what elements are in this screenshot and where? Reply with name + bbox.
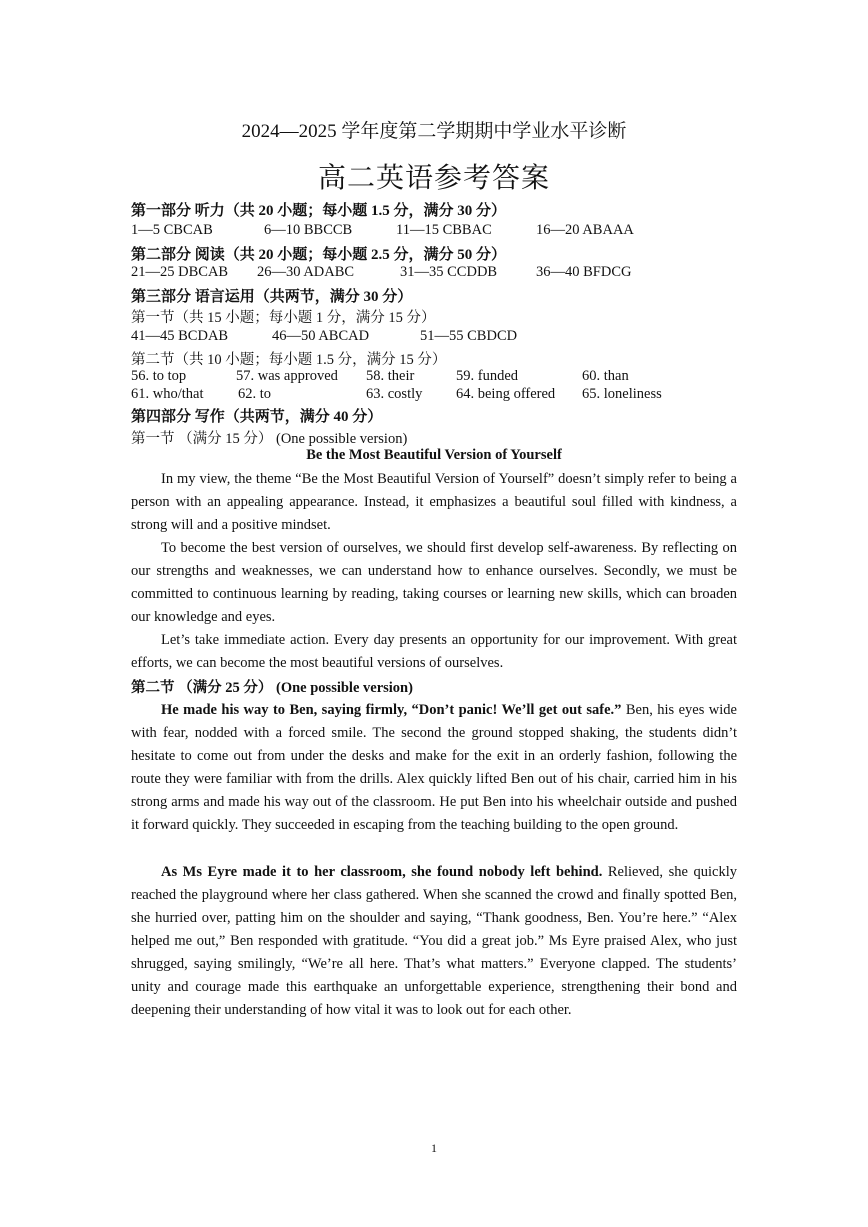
page-number: 1	[431, 1141, 437, 1155]
part3-answer-2: 46—50 ABCAD	[272, 328, 370, 344]
story-paragraph-2	[131, 861, 737, 1022]
part3-section1-heading: 第一节（共 15 小题；每小题 1 分，满分 15 分）	[131, 310, 436, 326]
part3-section2-heading: 第二节（共 10 小题；每小题 1.5 分，满分 15 分）	[131, 352, 447, 368]
essay-paragraph-2: To become the best version of ourselves, we should first develop self-awareness. By reflecting on our strengths and weaknesses, we can understand how to enhance ourselves. Secondly, we must be committed to continuous learning by reading, taking courses or learning new skills, which can broaden our knowledge and eyes.	[131, 540, 737, 625]
page-title: 高二英语参考答案	[317, 163, 550, 194]
fill-answer-59: 59. funded	[456, 368, 519, 384]
story-paragraph-1	[131, 699, 737, 837]
story-lead-sentence-2: As Ms Eyre made it to her classroom, she found nobody left behind.	[161, 864, 603, 880]
part3-answer-3: 51—55 CBDCD	[420, 328, 518, 344]
fill-answer-61: 61. who/that	[131, 386, 204, 402]
essay-paragraph-3: Let’s take immediate action. Every day presents an opportunity for our improvement. With great efforts, we can become the most beautiful versions of ourselves.	[131, 632, 737, 671]
part2-answer-1: 21—25 DBCAB	[131, 264, 229, 280]
part4-section1-heading: 第一节 （满分 15 分） (One possible version)	[131, 431, 408, 447]
part1-answer-1: 1—5 CBCAB	[131, 222, 213, 238]
part1-heading: 第一部分 听力（共 20 小题；每小题 1.5 分，满分 30 分）	[131, 203, 507, 219]
part4-heading: 第四部分 写作（共两节，满分 40 分）	[131, 409, 383, 425]
fill-answer-62: 62. to	[238, 386, 272, 402]
part4-section2-heading: 第二节 （满分 25 分） (One possible version)	[131, 680, 413, 696]
story-text-1: Ben, his eyes wide with fear, nodded with a forced smile. The second the ground stopped shaking, the students didn’t hesitate to come out from under the desks and make for the exit in an orderly fashion, following the route they were familiar with from the drills. Alex quickly lifted Ben out of his chair, carried him in his strong arms and made his way out of the classroom. He put Ben into his wheelchair outside and pushed it forward quickly. They succeeded in escaping from the teaching building to the open ground.	[131, 702, 737, 833]
part2-answer-4: 36—40 BFDCG	[536, 264, 632, 280]
fill-answer-65: 65. loneliness	[582, 386, 662, 402]
part2-answer-3: 31—35 CCDDB	[400, 264, 498, 280]
essay-paragraph-1: In my view, the theme “Be the Most Beautiful Version of Yourself” doesn’t simply refer to being a person with an appealing appearance. Instead, it emphasizes a beautiful soul filled with kindness, a strong will and a positive mindset.	[131, 471, 737, 533]
fill-answer-58: 58. their	[366, 368, 415, 384]
essay-title: Be the Most Beautiful Version of Yourself	[306, 447, 562, 463]
part3-answer-1: 41—45 BCDAB	[131, 328, 229, 344]
part1-answer-3: 11—15 CBBAC	[396, 222, 492, 238]
fill-answer-60: 60. than	[582, 368, 629, 384]
part1-answer-2: 6—10 BBCCB	[264, 222, 353, 238]
part2-heading: 第二部分 阅读（共 20 小题；每小题 2.5 分，满分 50 分）	[131, 247, 507, 263]
part3-heading: 第三部分 语言运用（共两节，满分 30 分）	[131, 289, 413, 305]
fill-answer-57: 57. was approved	[236, 368, 338, 384]
fill-answer-64: 64. being offered	[456, 386, 556, 402]
story-lead-sentence-1: He made his way to Ben, saying firmly, “Don’t panic! We’ll get out safe.”	[161, 702, 622, 718]
fill-answer-63: 63. costly	[366, 386, 423, 402]
part1-answer-4: 16—20 ABAAA	[536, 222, 634, 238]
story-text-2: Relieved, she quickly reached the playground where her class gathered. When she scanned the crowd and finally spotted Ben, she hurried over, patting him on the shoulder and saying, “Thank goodness, Ben. You’re here.” “Alex helped me out,” Ben responded with gratitude. “You did a great job.” Ms Eyre praised Alex, who just shrugged, saying smilingly, “We’re all here. That’s what matters.” Everyone clapped. The students’ unity and courage made this earthquake an unforgettable experience, strengthening their bond and deepening their understanding of how vital it was to look out for each other.	[131, 864, 737, 1018]
exam-subtitle: 2024—2025 学年度第二学期期中学业水平诊断	[241, 121, 627, 142]
part2-answer-2: 26—30 ADABC	[257, 264, 355, 280]
fill-answer-56: 56. to top	[131, 368, 187, 384]
